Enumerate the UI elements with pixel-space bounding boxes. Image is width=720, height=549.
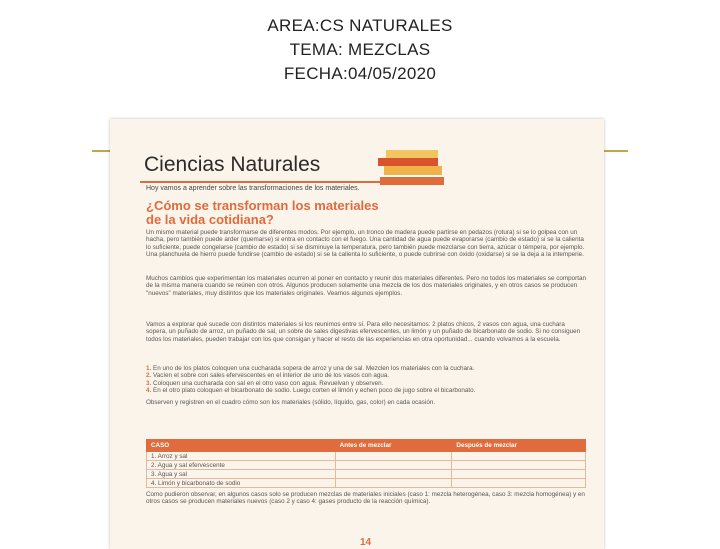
heading-line-1: ¿Cómo se transforman los materiales	[146, 198, 379, 213]
heading-line-2: de la vida cotidiana?	[146, 212, 274, 227]
slide-title-area: AREA:CS NATURALES	[267, 16, 453, 35]
section-heading	[146, 199, 446, 227]
table-row: 3. Agua y sal	[147, 470, 586, 479]
table-row: 2. Agua y sal efervescente	[147, 461, 586, 470]
observe-text: Observen y registren en el cuadro cómo son los materiales (sólido, líquido, gas, color) en cada ocasión.	[146, 398, 436, 406]
observation-table	[146, 439, 586, 488]
table-row: 4. Limón y bicarbonato de sodio	[147, 479, 586, 488]
books-icon	[372, 145, 450, 193]
table-header-row	[147, 440, 586, 452]
slide-title	[0, 14, 720, 86]
header-caso: CASO	[147, 440, 336, 452]
conclusion-text: Como pudieron observar, en algunos casos solo se producen mezclas de materiales iniciales (caso 1: mezcla heterogénea, caso 3: mezcla homogénea) y en otros casos se producen materiales nuevos (caso 2 y caso 4: gases producto de la reacción química).	[146, 491, 585, 506]
slide-title-topic: TEMA: MEZCLAS	[289, 40, 431, 59]
step-item: 4. En el otro plato coloquen el bicarbonato de sodio. Luego corten el limón y echen poco de jugo sobre el bicarbonato.	[146, 387, 476, 395]
paragraph-2: Muchos cambios que experimentan los materiales ocurren al poner en contacto y reunir dos materiales diferentes. Pero no todos los materiales se comportan de la misma manera cuando se reúnen con otros. Algunos producen solamente una mezcla de los dos materiales originales, y en otros casos se producen "nuevos" materiales, muy distintos que los materiales originales. Veamos algunos ejemplos.	[146, 275, 586, 297]
steps-list	[146, 365, 586, 406]
step-item: 2. Vacíen el sobre con sales efervescentes en el interior de uno de los vasos con agua.	[146, 372, 390, 380]
textbook-page-image	[110, 119, 604, 549]
paragraph-1: Un mismo material puede transformarse de diferentes modos. Por ejemplo, un tronco de madera puede partirse en pedazos (rotura) si se lo golpea con un hacha, pero también puede arder (quemarse) si entra en contacto con el fuego. Una cantidad de agua puede evaporarse (cambio de estado) si se la calienta lo suficiente, puede congelarse (cambio de estado) si se disminuye la temperatura, pero también puede mezclarse con tierra, azúcar o témpera, por ejemplo. Una planchuela de hierro puede fundirse (cambio de estado) si se la calienta lo suficiente, o puede cubrirse con óxido (oxidarse) si se la deja a la intemperie.	[146, 229, 585, 258]
table-row: 1. Arroz y sal	[147, 452, 586, 461]
page-number: 14	[360, 537, 372, 548]
step-item: 1. En uno de los platos coloquen una cucharada sopera de arroz y una de sal. Mezclen los materiales con la cuchara.	[146, 365, 475, 372]
header-despues: Después de mezclar	[452, 440, 586, 452]
intro-text: Hoy vamos a aprender sobre las transformaciones de los materiales.	[146, 185, 360, 192]
step-item: 3. Coloquen una cucharada con sal en el otro vaso con agua. Revuelvan y observen.	[146, 379, 384, 387]
book-title: Ciencias Naturales	[144, 153, 321, 176]
title-underline	[140, 181, 410, 183]
paragraph-3: Vamos a explorar qué sucede con distintos materiales si los reunimos entre sí. Para ello necesitamos: 2 platos chicos, 2 vasos con agua, una cuchara sopera, un puñado de arroz, un puñado de sal, un sobre de sales digestivas efervescentes, un limón y un puñado de bicarbonato de sodio. Si no consiguen todos los materiales, pueden trabajar con los que consigan y hacer el resto de las experiencias en otra oportunidad... cuando volvamos a la escuela.	[146, 321, 581, 343]
header-antes: Antes de mezclar	[335, 440, 452, 452]
decorative-rule-right	[604, 150, 628, 152]
slide-title-date: FECHA:04/05/2020	[283, 64, 437, 83]
